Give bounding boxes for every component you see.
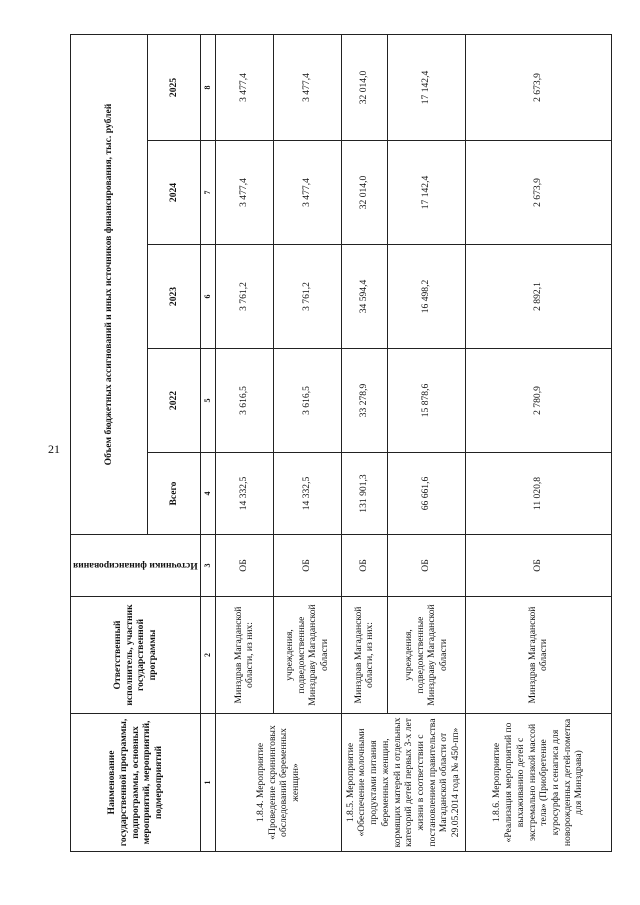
table-row: [215, 35, 273, 852]
row-executor: учреждения, подведомственные Минздраву Магаданской области: [387, 597, 465, 714]
header-year-2022: 2022: [148, 349, 201, 453]
col-index-4: 4: [200, 453, 215, 535]
header-name: Наименование государственной программы, подпрограммы, основных мероприятий, мероприятий, подмероприятий: [71, 714, 201, 852]
row-2024: 17 142,4: [387, 141, 465, 245]
header-volume: Объем бюджетных ассигнований и иных источников финансирования, тыс. рублей: [71, 35, 148, 535]
row-2024: 2 673,9: [465, 141, 611, 245]
row-executor: Минздрав Магаданской области: [465, 597, 611, 714]
row-2023: 2 892,1: [465, 245, 611, 349]
row-executor: Минздрав Магаданской области, из них:: [215, 597, 273, 714]
header-total: Всего: [148, 453, 201, 535]
header-source-text: Источники финансирования: [73, 560, 198, 572]
row-2023: 3 761,2: [273, 245, 341, 349]
row-2022: 2 780,9: [465, 349, 611, 453]
row-2025: 32 014,0: [341, 35, 387, 141]
row-total: 11 020,8: [465, 453, 611, 535]
col-index-6: 6: [200, 245, 215, 349]
row-source: ОБ: [387, 535, 465, 597]
budget-table: [70, 34, 612, 852]
row-name-1-8-5: 1.8.5. Мероприятие «Обеспечение молочными продуктами питания беременных женщин, кормящих матерей и отдельных категорий детей первых 3-х лет жизни в соответствии с постановлением правительства Магаданской области от 29.05.2014 года № 450-пп»: [341, 714, 465, 852]
row-total: 14 332,5: [273, 453, 341, 535]
row-2024: 3 477,4: [215, 141, 273, 245]
col-index-5: 5: [200, 349, 215, 453]
header-year-2025: 2025: [148, 35, 201, 141]
row-2024: 32 014,0: [341, 141, 387, 245]
table-row: [465, 35, 611, 852]
row-total: 131 901,3: [341, 453, 387, 535]
page-number: 21: [48, 442, 60, 456]
row-source: ОБ: [341, 535, 387, 597]
col-index-1: 1: [200, 714, 215, 852]
header-year-2023: 2023: [148, 245, 201, 349]
row-2022: 3 616,5: [273, 349, 341, 453]
budget-table-container: [70, 35, 610, 852]
row-2022: 3 616,5: [215, 349, 273, 453]
row-executor: учреждения, подведомственные Минздраву Магаданской области: [273, 597, 341, 714]
row-source: ОБ: [465, 535, 611, 597]
table-row: [341, 35, 387, 852]
col-index-3: 3: [200, 535, 215, 597]
row-2022: 33 278,9: [341, 349, 387, 453]
col-index-7: 7: [200, 141, 215, 245]
row-total: 66 661,6: [387, 453, 465, 535]
row-2023: 16 498,2: [387, 245, 465, 349]
row-2024: 3 477,4: [273, 141, 341, 245]
row-source: ОБ: [215, 535, 273, 597]
row-2023: 34 594,4: [341, 245, 387, 349]
row-2025: 17 142,4: [387, 35, 465, 141]
row-2025: 3 477,4: [215, 35, 273, 141]
col-index-8: 8: [200, 35, 215, 141]
header-year-2024: 2024: [148, 141, 201, 245]
row-2025: 2 673,9: [465, 35, 611, 141]
header-source: [71, 535, 201, 597]
header-executor: Ответственный исполнитель, участник государственной программы: [71, 597, 201, 714]
row-source: ОБ: [273, 535, 341, 597]
row-total: 14 332,5: [215, 453, 273, 535]
row-2022: 15 878,6: [387, 349, 465, 453]
row-name-1-8-4: 1.8.4. Мероприятие «Проведение скрининговых обследований беременных женщин»: [215, 714, 341, 852]
row-executor: Минздрав Магаданской области, из них:: [341, 597, 387, 714]
row-2025: 3 477,4: [273, 35, 341, 141]
row-2023: 3 761,2: [215, 245, 273, 349]
row-name-1-8-6: 1.8.6. Мероприятие «Реализация мероприятий по выхаживанию детей с экстремально низкой массой тела» (Приобретение куросурфа и сенагиса для новорожденных детей-пометка для Минздрава): [465, 714, 611, 852]
col-index-2: 2: [200, 597, 215, 714]
